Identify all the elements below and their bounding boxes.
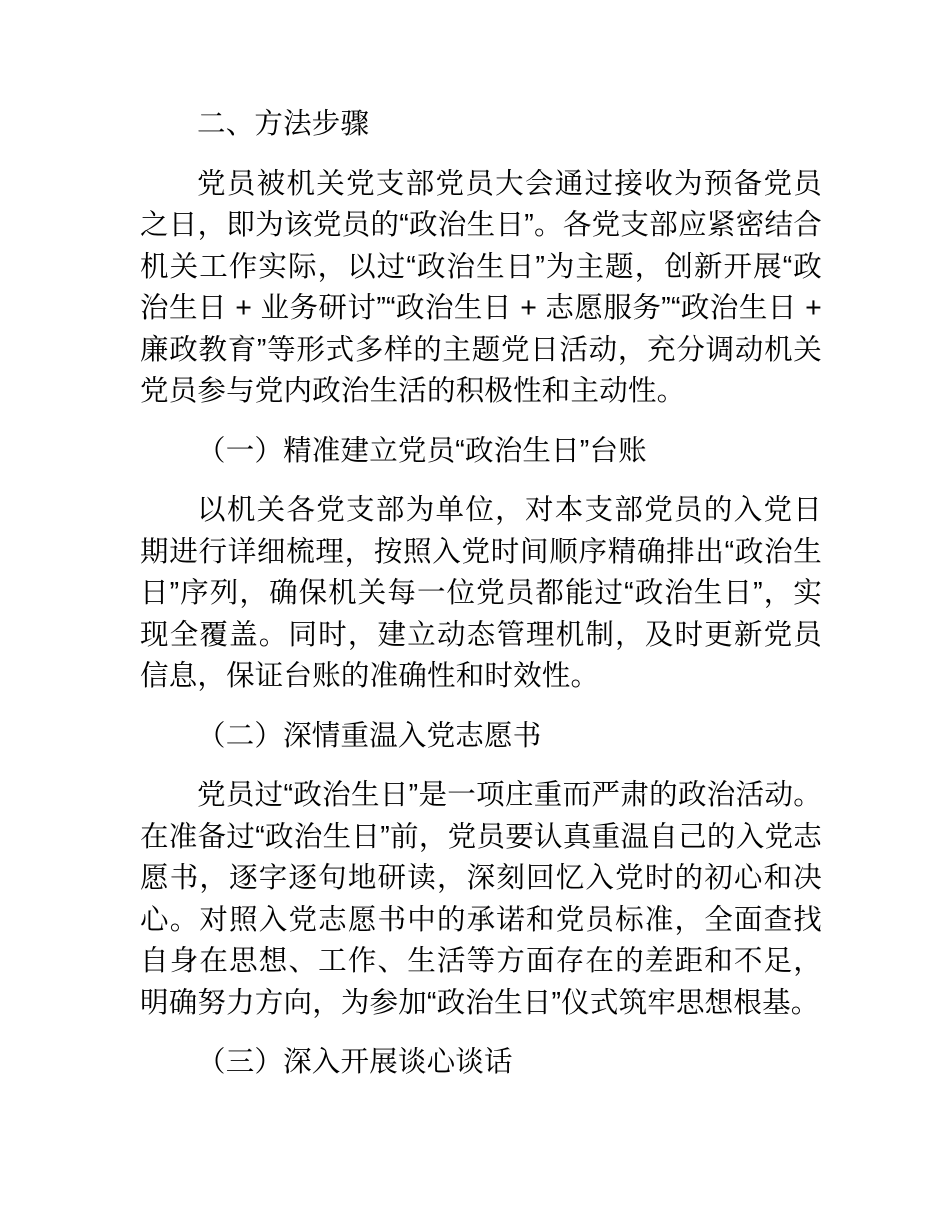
document-content xyxy=(140,104,822,1102)
section-heading: 二、方法步骤 xyxy=(197,108,370,140)
subsection-1-heading: （一）精准建立党员“政治生日”台账 xyxy=(197,434,647,467)
intro-paragraph: 党员被机关党支部党员大会通过接收为预备党员之日，即为该党员的“政治生日”。各党支部应紧密结合机关工作实际，以过“政治生日”为主题，创新开展“政治生日 + 业务研讨”“政治生日 + 志愿服务”“政治生日 + 廉政教育”等形式多样的主题党日活动，充分调动机关党员参与党内政治生活的积极性和主动性。 xyxy=(140,167,822,407)
subsection-2-heading: （二）深情重温入党志愿书 xyxy=(197,719,542,752)
subsection-3-heading: （三）深入开展谈心谈话 xyxy=(197,1046,513,1078)
subsection-1-paragraph: 以机关各党支部为单位，对本支部党员的入党日期进行详细梳理，按照入党时间顺序精确排出“政治生日”序列，确保机关每一位党员都能过“政治生日”，实现全覆盖。同时，建立动态管理机制，及时更新党员信息，保证台账的准确性和时效性。 xyxy=(140,494,822,692)
subsection-2-paragraph: 党员过“政治生日”是一项庄重而严肃的政治活动。在准备过“政治生日”前，党员要认真重温自己的入党志愿书，逐字逐句地研读，深刻回忆入党时的初心和决心。对照入党志愿书中的承诺和党员标准，全面查找自身在思想、工作、生活等方面存在的差距和不足，明确努力方向，为参加“政治生日”仪式筑牢思想根基。 xyxy=(140,779,822,1019)
